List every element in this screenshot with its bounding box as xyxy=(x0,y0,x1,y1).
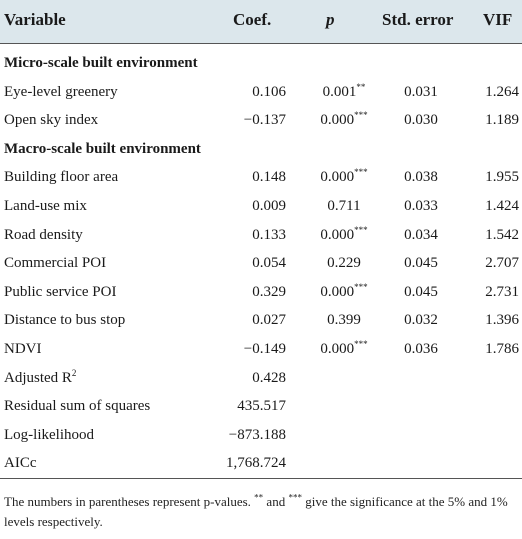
p-value: 0.229 xyxy=(327,255,361,272)
footnote-text-1: The numbers in parentheses represent p-values. xyxy=(4,494,251,509)
std-error-cell: 0.033 xyxy=(404,198,438,214)
header-coef: Coef. xyxy=(233,10,272,29)
footnote-sig-5pct: ** xyxy=(254,492,264,503)
variable-cell: Land-use mix xyxy=(4,198,87,214)
vif-cell: 1.396 xyxy=(485,312,519,329)
header-p: p xyxy=(326,10,335,29)
p-value-cell xyxy=(314,278,374,306)
coef-cell: 0.329 xyxy=(252,283,286,300)
table-header xyxy=(0,0,522,43)
p-value-cell xyxy=(314,78,374,106)
coef-cell: 0.428 xyxy=(252,369,286,386)
significance-marker: *** xyxy=(354,339,368,349)
std-error-cell: 0.031 xyxy=(404,83,438,100)
variable-cell: Eye-level greenery xyxy=(4,83,118,100)
p-value-cell xyxy=(314,163,374,191)
std-error-cell: 0.045 xyxy=(404,255,438,272)
coef-cell: 0.054 xyxy=(252,255,286,272)
p-value: 0.000 xyxy=(320,283,355,300)
p-value-cell xyxy=(314,192,374,220)
coef-cell: 0.133 xyxy=(252,226,286,243)
vif-cell: 1.189 xyxy=(485,112,519,129)
header-vif: VIF xyxy=(483,10,513,29)
table-row xyxy=(0,449,522,477)
coef-cell: 1,768.724 xyxy=(226,455,286,472)
significance-marker: *** xyxy=(354,281,368,292)
vif-cell: 1.264 xyxy=(485,83,519,100)
footnote-text-2: and xyxy=(266,494,286,509)
coef-cell: −0.137 xyxy=(243,112,286,129)
significance-marker: *** xyxy=(354,224,368,235)
table-row xyxy=(0,192,522,220)
coef-cell: 435.517 xyxy=(237,398,286,415)
table-row xyxy=(0,421,522,449)
table-row xyxy=(0,163,522,191)
table-row xyxy=(0,335,522,363)
p-value-cell xyxy=(314,335,374,363)
p-value: 0.000 xyxy=(320,341,355,357)
table-row xyxy=(0,221,522,249)
variable-superscript: 2 xyxy=(71,367,77,378)
variable-text: Adjusted R xyxy=(4,369,72,386)
table-row xyxy=(0,364,522,392)
p-value: 0.000 xyxy=(320,169,355,186)
vif-cell: 1.424 xyxy=(485,198,519,214)
variable-cell: Open sky index xyxy=(4,112,99,129)
coef-cell: −0.149 xyxy=(243,341,286,357)
table-bottom-rule xyxy=(0,478,522,479)
table-row xyxy=(0,106,522,134)
variable-cell: Building floor area xyxy=(4,169,119,186)
p-value-cell xyxy=(314,106,374,134)
std-error-cell: 0.030 xyxy=(404,112,438,129)
vif-cell: 1.542 xyxy=(485,226,519,243)
table-row xyxy=(0,78,522,106)
variable-cell: Residual sum of squares xyxy=(4,398,151,415)
variable-cell: NDVI xyxy=(4,341,42,357)
p-value-cell xyxy=(314,249,374,277)
variable-cell xyxy=(4,364,76,392)
footnote-text-3: give the significance at the 5% and 1% levels respectively. xyxy=(4,494,508,529)
variable-cell: Public service POI xyxy=(4,283,117,300)
table-footnote xyxy=(4,492,518,532)
p-value: 0.399 xyxy=(327,312,361,329)
section-heading-row xyxy=(0,135,522,163)
std-error-cell: 0.032 xyxy=(404,312,438,329)
header-rule xyxy=(0,43,522,44)
std-error-cell: 0.036 xyxy=(404,341,438,357)
p-value: 0.711 xyxy=(327,198,361,214)
variable-cell: AICc xyxy=(4,455,37,472)
p-value: 0.000 xyxy=(320,226,355,243)
significance-marker: *** xyxy=(354,110,368,121)
header-variable: Variable xyxy=(4,10,66,29)
vif-cell: 2.731 xyxy=(485,283,519,300)
significance-marker: ** xyxy=(356,81,366,92)
variable-cell: Distance to bus stop xyxy=(4,312,126,329)
p-value-cell xyxy=(314,306,374,334)
coef-cell: 0.106 xyxy=(252,83,286,100)
section-heading-row xyxy=(0,49,522,77)
std-error-cell: 0.038 xyxy=(404,169,438,186)
section-heading: Macro-scale built environment xyxy=(4,140,201,157)
coef-cell: 0.148 xyxy=(252,169,286,186)
coef-cell: 0.027 xyxy=(252,312,286,329)
significance-marker: *** xyxy=(354,167,368,178)
variable-cell: Road density xyxy=(4,226,83,243)
table-row xyxy=(0,392,522,420)
vif-cell: 1.786 xyxy=(485,341,519,357)
header-std-error: Std. error xyxy=(382,10,454,29)
p-value: 0.001 xyxy=(322,83,357,100)
table-row xyxy=(0,278,522,306)
coef-cell: −873.188 xyxy=(228,426,286,443)
table-row xyxy=(0,306,522,334)
table-row xyxy=(0,249,522,277)
footnote-sig-1pct: *** xyxy=(288,492,302,503)
p-value: 0.000 xyxy=(320,112,355,129)
p-value-cell xyxy=(314,221,374,249)
section-heading: Micro-scale built environment xyxy=(4,55,198,71)
variable-cell: Log-likelihood xyxy=(4,426,94,443)
variable-cell: Commercial POI xyxy=(4,255,107,272)
coef-cell: 0.009 xyxy=(252,198,286,214)
vif-cell: 2.707 xyxy=(485,255,519,272)
std-error-cell: 0.034 xyxy=(404,226,438,243)
vif-cell: 1.955 xyxy=(485,169,519,186)
std-error-cell: 0.045 xyxy=(404,283,438,300)
